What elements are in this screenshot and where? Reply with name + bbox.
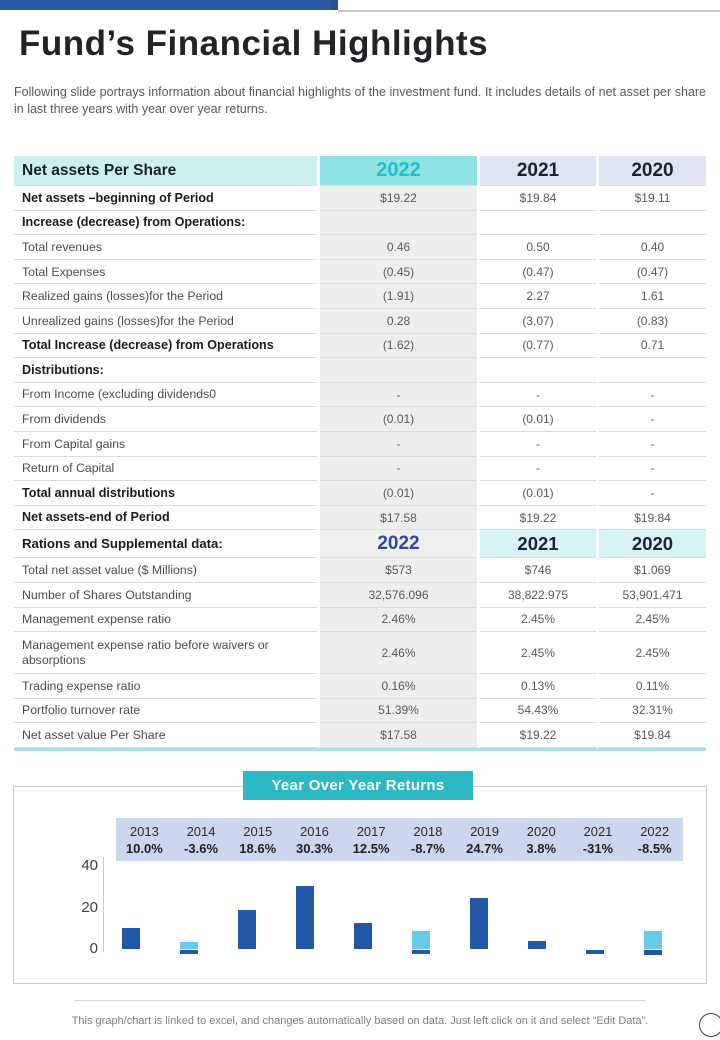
table-row (14, 186, 706, 211)
chart-year-text: 2014 (186, 823, 216, 839)
table-row-label: From dividends (14, 407, 317, 432)
chart-bar-negative-stub (586, 950, 604, 954)
table-row (14, 674, 706, 699)
chart-bar-negative-stub (180, 950, 198, 954)
chart-year-label (626, 818, 683, 861)
chart-bar (180, 942, 198, 949)
table-cell-value: 1.61 (599, 284, 706, 309)
table-cell-value: 38,822.975 (480, 583, 596, 608)
table-cell-value: (0.47) (480, 260, 596, 285)
table-row-label: Return of Capital (14, 457, 317, 482)
table-row (14, 235, 706, 260)
table-row (14, 723, 706, 748)
top-accent-bar-tip (331, 0, 338, 10)
table-row-label: Net assets-end of Period (14, 506, 317, 531)
table-cell-value (320, 358, 477, 383)
table-row-label: Realized gains (losses)for the Period (14, 284, 317, 309)
table-cell-value: 2.46% (320, 632, 477, 674)
table-cell-value: (3.07) (480, 309, 596, 334)
chart-return-value: 18.6% (239, 840, 277, 856)
table-cell-value (599, 211, 706, 236)
table-cell-value: $19.84 (480, 186, 596, 211)
table-row-label: Total Expenses (14, 260, 317, 285)
chart-bar (528, 941, 546, 949)
chart-bar (354, 923, 372, 949)
table-cell-value: $746 (480, 558, 596, 583)
table-cell-value: 0.46 (320, 235, 477, 260)
chart-bar-negative-stub (412, 950, 430, 954)
table-row (14, 481, 706, 506)
table-cell-value: $1.069 (599, 558, 706, 583)
table-section-title: Rations and Supplemental data: (14, 530, 317, 558)
table-cell-value: (0.01) (480, 481, 596, 506)
table-cell-value: - (480, 432, 596, 457)
chart-bar-negative-stub (644, 950, 662, 955)
table-row-label: Trading expense ratio (14, 674, 317, 699)
chart-year-label (456, 818, 513, 861)
table-row-label: Unrealized gains (losses)for the Period (14, 309, 317, 334)
table-row-label: Net asset value Per Share (14, 723, 317, 748)
table-cell-value: - (599, 457, 706, 482)
table-cell-value: - (599, 432, 706, 457)
table-year-header: 2021 (480, 530, 596, 558)
table-cell-value: 0.16% (320, 674, 477, 699)
table-cell-value: - (599, 407, 706, 432)
chart-y-tick-label: 40 (81, 857, 98, 874)
chart-bar (296, 886, 314, 949)
chart-bar (238, 910, 256, 949)
table-header-row (14, 156, 706, 186)
table-row (14, 506, 706, 531)
chart-return-value: 12.5% (352, 840, 390, 856)
table-row-label: Total Increase (decrease) from Operations (14, 334, 317, 359)
table-row (14, 358, 706, 383)
footer-divider-line (75, 1000, 645, 1001)
table-row (14, 432, 706, 457)
table-cell-value: (0.01) (480, 407, 596, 432)
table-row (14, 260, 706, 285)
chart-year-text: 2013 (129, 823, 159, 839)
chart-bar (644, 931, 662, 949)
chart-year-label (570, 818, 627, 861)
table-cell-value: 2.45% (480, 632, 596, 674)
table-cell-value: $573 (320, 558, 477, 583)
table-row (14, 699, 706, 724)
table-cell-value: 53,901.471 (599, 583, 706, 608)
chart-year-label (116, 818, 173, 861)
table-cell-value: (0.47) (599, 260, 706, 285)
page-subtitle: Following slide portrays information about financial highlights of the investment fund. It includes details of net asset per share in last three years with year over year returns. (14, 85, 706, 117)
chart-return-value: -3.6% (184, 840, 219, 856)
table-cell-value: - (320, 432, 477, 457)
table-cell-value: (0.83) (599, 309, 706, 334)
table-cell-value: 0.28 (320, 309, 477, 334)
table-cell-value: $19.84 (599, 506, 706, 531)
chart-year-label (173, 818, 230, 861)
table-cell-value: $17.58 (320, 506, 477, 531)
table-cell-value: $19.22 (480, 723, 596, 748)
page-title: Fund’s Financial Highlights (19, 24, 489, 63)
table-row-label: Total annual distributions (14, 481, 317, 506)
chart-y-axis-line (103, 857, 104, 952)
table-row (14, 284, 706, 309)
chart-return-value: 30.3% (296, 840, 333, 856)
top-accent-bar (0, 0, 331, 10)
chart-year-label-strip (116, 818, 683, 861)
chart-return-value: -8.7% (410, 840, 445, 856)
table-year-header: 2020 (599, 156, 706, 186)
chart-year-label (343, 818, 400, 861)
table-header-row (14, 530, 706, 558)
table-cell-value (320, 211, 477, 236)
table-cell-value: (0.77) (480, 334, 596, 359)
chart-y-tick-label: 20 (81, 899, 98, 916)
table-cell-value (480, 358, 596, 383)
yoy-returns-chart[interactable] (13, 786, 707, 984)
chart-year-label (286, 818, 343, 861)
table-cell-value: (0.01) (320, 481, 477, 506)
table-row (14, 632, 706, 674)
table-section-title: Net assets Per Share (14, 156, 317, 186)
chart-y-tick-label: 0 (89, 940, 98, 957)
table-cell-value: - (320, 383, 477, 408)
table-row-label: Management expense ratio (14, 608, 317, 633)
table-row (14, 309, 706, 334)
chart-year-text: 2020 (526, 823, 556, 839)
chart-year-label (229, 818, 286, 861)
table-cell-value: 2.27 (480, 284, 596, 309)
chart-year-text: 2022 (640, 823, 670, 839)
financial-highlights-table (14, 156, 706, 751)
chart-year-text: 2018 (413, 823, 443, 839)
footer-note: This graph/chart is linked to excel, and changes automatically based on data. Just left click on it and select “Edit Data”. (71, 1015, 649, 1027)
table-cell-value: (1.62) (320, 334, 477, 359)
table-row (14, 457, 706, 482)
chart-return-value: 24.7% (466, 840, 503, 856)
table-cell-value: 32.31% (599, 699, 706, 724)
chart-return-value: 10.0% (125, 840, 163, 856)
table-cell-value: (0.45) (320, 260, 477, 285)
corner-circle-decoration (699, 1013, 720, 1037)
table-row (14, 334, 706, 359)
table-cell-value: (0.01) (320, 407, 477, 432)
chart-year-text: 2017 (356, 823, 386, 839)
chart-title-banner: Year Over Year Returns (243, 771, 473, 800)
chart-year-label (400, 818, 457, 861)
table-cell-value: $17.58 (320, 723, 477, 748)
table-cell-value: 2.45% (599, 632, 706, 674)
table-row (14, 211, 706, 236)
table-row (14, 383, 706, 408)
table-cell-value: 51.39% (320, 699, 477, 724)
table-cell-value: - (599, 481, 706, 506)
table-cell-value: 2.45% (599, 608, 706, 633)
table-row (14, 608, 706, 633)
table-year-header: 2022 (320, 530, 477, 558)
table-cell-value: $19.22 (320, 186, 477, 211)
table-year-header: 2021 (480, 156, 596, 186)
table-row (14, 583, 706, 608)
table-cell-value: (1.91) (320, 284, 477, 309)
table-cell-value: 0.71 (599, 334, 706, 359)
table-row-label: Management expense ratio before waivers or absorptions (14, 632, 317, 674)
chart-year-text: 2016 (299, 823, 329, 839)
table-cell-value: 0.40 (599, 235, 706, 260)
table-cell-value: 32,576.096 (320, 583, 477, 608)
table-cell-value: $19.84 (599, 723, 706, 748)
table-cell-value: 0.11% (599, 674, 706, 699)
table-cell-value: - (480, 383, 596, 408)
chart-return-value: -31% (582, 840, 614, 856)
chart-year-label (513, 818, 570, 861)
chart-return-value: -8.5% (637, 840, 672, 856)
table-row-label: Increase (decrease) from Operations: (14, 211, 317, 236)
table-cell-value: - (320, 457, 477, 482)
table-year-header: 2020 (599, 530, 706, 558)
table-row-label: Total net asset value ($ Millions) (14, 558, 317, 583)
table-cell-value: $19.11 (599, 186, 706, 211)
table-row (14, 558, 706, 583)
table-row (14, 407, 706, 432)
chart-return-value: 3.8% (526, 840, 557, 856)
chart-bar (122, 928, 140, 949)
table-year-header: 2022 (320, 156, 477, 186)
table-cell-value: 0.13% (480, 674, 596, 699)
table-row-label: Number of Shares Outstanding (14, 583, 317, 608)
table-row-label: Net assets –beginning of Period (14, 186, 317, 211)
table-cell-value (480, 211, 596, 236)
table-cell-value: 0.50 (480, 235, 596, 260)
table-row-label: From Capital gains (14, 432, 317, 457)
table-cell-value: 54.43% (480, 699, 596, 724)
chart-bar (470, 898, 488, 949)
table-cell-value: 2.45% (480, 608, 596, 633)
chart-year-text: 2019 (470, 823, 499, 839)
chart-bar (412, 931, 430, 949)
table-cell-value: - (599, 383, 706, 408)
table-cell-value (599, 358, 706, 383)
table-cell-value: - (480, 457, 596, 482)
table-row-label: Total revenues (14, 235, 317, 260)
chart-year-text: 2021 (583, 823, 613, 839)
table-row-label: From Income (excluding dividends0 (14, 383, 317, 408)
top-divider-line (338, 10, 720, 12)
table-row-label: Portfolio turnover rate (14, 699, 317, 724)
table-row-label: Distributions: (14, 358, 317, 383)
table-cell-value: 2.46% (320, 608, 477, 633)
table-cell-value: $19.22 (480, 506, 596, 531)
chart-year-text: 2015 (243, 823, 273, 839)
